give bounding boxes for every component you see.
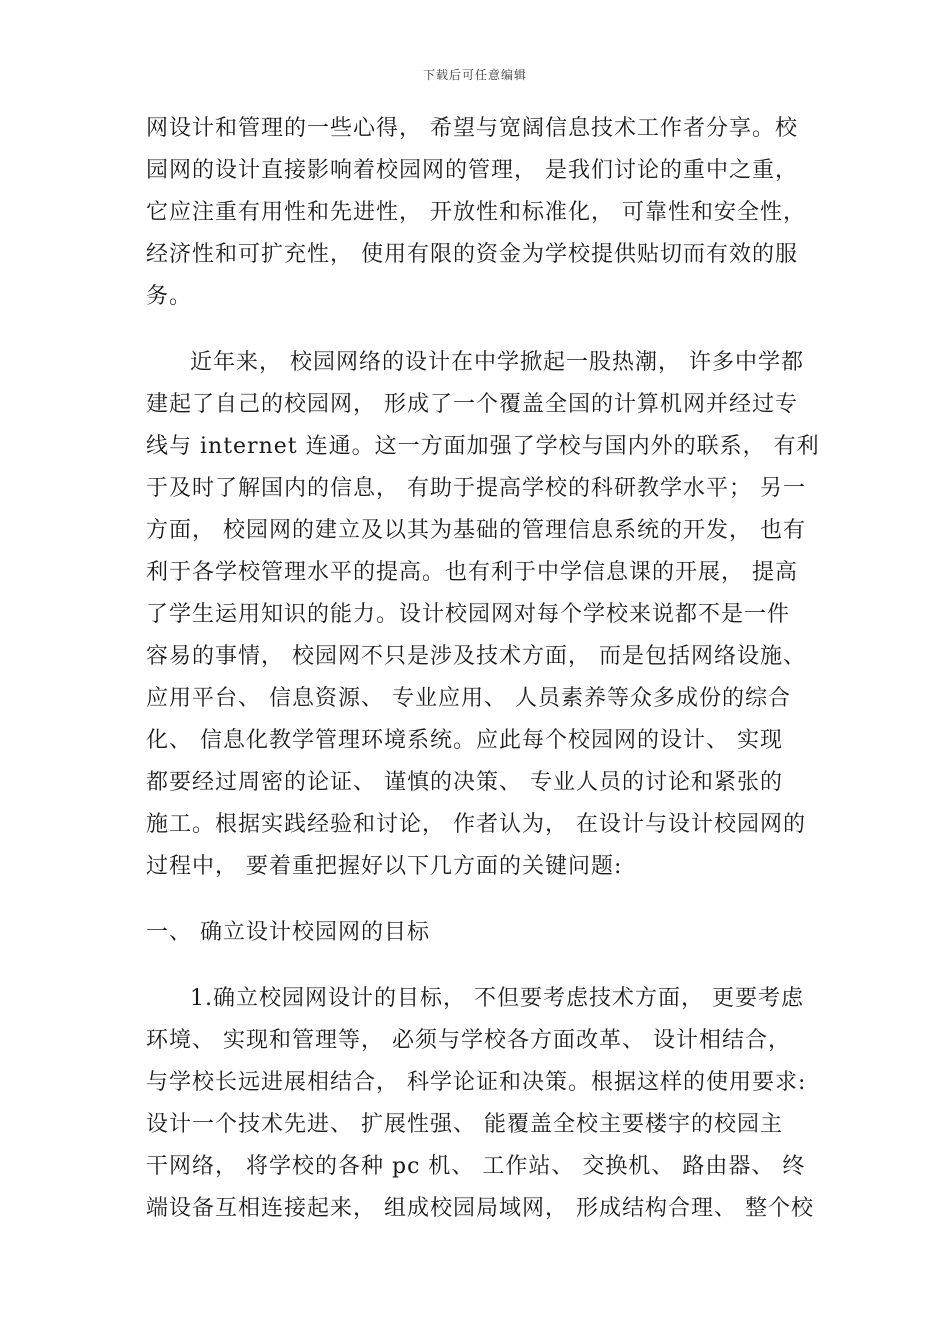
text-line: 园网的设计直接影响着校园网的管理， 是我们讨论的重中之重， xyxy=(146,158,798,183)
text-line: 容易的事情， 校园网不只是涉及技术方面， 而是包括网络设施、 xyxy=(146,644,806,669)
paragraph-spacer xyxy=(146,318,818,342)
text-line: 设计一个技术先进、 扩展性强、 能覆盖全校主要楼宇的校园主 xyxy=(146,1112,783,1137)
paragraph-intro xyxy=(146,108,818,318)
text-line: 环境、 实现和管理等， 必须与学校各方面改革、 设计相结合， xyxy=(146,1028,791,1053)
text-line: 干网络， 将学校的各种 pc 机、 工作站、 交换机、 路由器、 终 xyxy=(146,1154,806,1179)
paragraph-spacer xyxy=(146,954,818,978)
text-line: 于及时了解国内的信息， 有助于提高学校的科研教学水平； 另一 xyxy=(146,476,806,501)
text-line: 化、 信息化教学管理环境系统。应此每个校园网的设计、 实现 xyxy=(146,728,783,753)
text-line: 建起了自己的校园网， 形成了一个覆盖全国的计算机网并经过专 xyxy=(146,392,798,417)
text-line: 近年来， 校园网络的设计在中学掀起一股热潮， 许多中学都 xyxy=(190,350,804,375)
text-line: 利于各学校管理水平的提高。也有利于中学信息课的开展， 提高 xyxy=(146,560,798,585)
paragraph-background xyxy=(146,342,818,888)
text-line: 与学校长远进展相结合， 科学论证和决策。根据这样的使用要求: xyxy=(146,1070,807,1095)
text-line: 施工。根据实践经验和讨论， 作者认为， 在设计与设计校园网的 xyxy=(146,812,806,837)
text-line: 网设计和管理的一些心得， 希望与宽阔信息技术工作者分享。校 xyxy=(146,116,798,141)
text-line: 应用平台、 信息资源、 专业应用、 人员素养等众多成份的综合 xyxy=(146,686,791,711)
text-line: 端设备互相连接起来， 组成校园局域网， 形成结构合理、 整个校 xyxy=(146,1196,814,1221)
text-line: 线与 internet 连通。这一方面加强了学校与国内外的联系， 有利 xyxy=(146,434,820,459)
text-line: 过程中， 要着重把握好以下几方面的关键问题: xyxy=(146,854,623,879)
document-body xyxy=(146,108,818,1230)
text-line: 务。 xyxy=(146,284,193,309)
text-line: 1.确立校园网设计的目标， 不但要考虑技术方面， 更要考虑 xyxy=(190,986,804,1011)
paragraph-spacer xyxy=(146,888,818,912)
text-line: 都要经过周密的论证、 谨慎的决策、 专业人员的讨论和紧张的 xyxy=(146,770,783,795)
text-line: 了学生运用知识的能力。设计校园网对每个学校来说都不是一件 xyxy=(146,602,791,627)
page-header: 下载后可任意编辑 xyxy=(422,68,527,82)
text-line: 经济性和可扩充性， 使用有限的资金为学校提供贴切而有效的服 xyxy=(146,242,798,267)
section-heading xyxy=(146,912,818,954)
text-line: 它应注重有用性和先进性， 开放性和标准化， 可靠性和安全性， xyxy=(146,200,806,225)
text-line: 方面， 校园网的建立及以其为基础的管理信息系统的开发， 也有 xyxy=(146,518,806,543)
heading-line: 一、 确立设计校园网的目标 xyxy=(146,920,430,945)
paragraph-goals xyxy=(146,978,818,1230)
